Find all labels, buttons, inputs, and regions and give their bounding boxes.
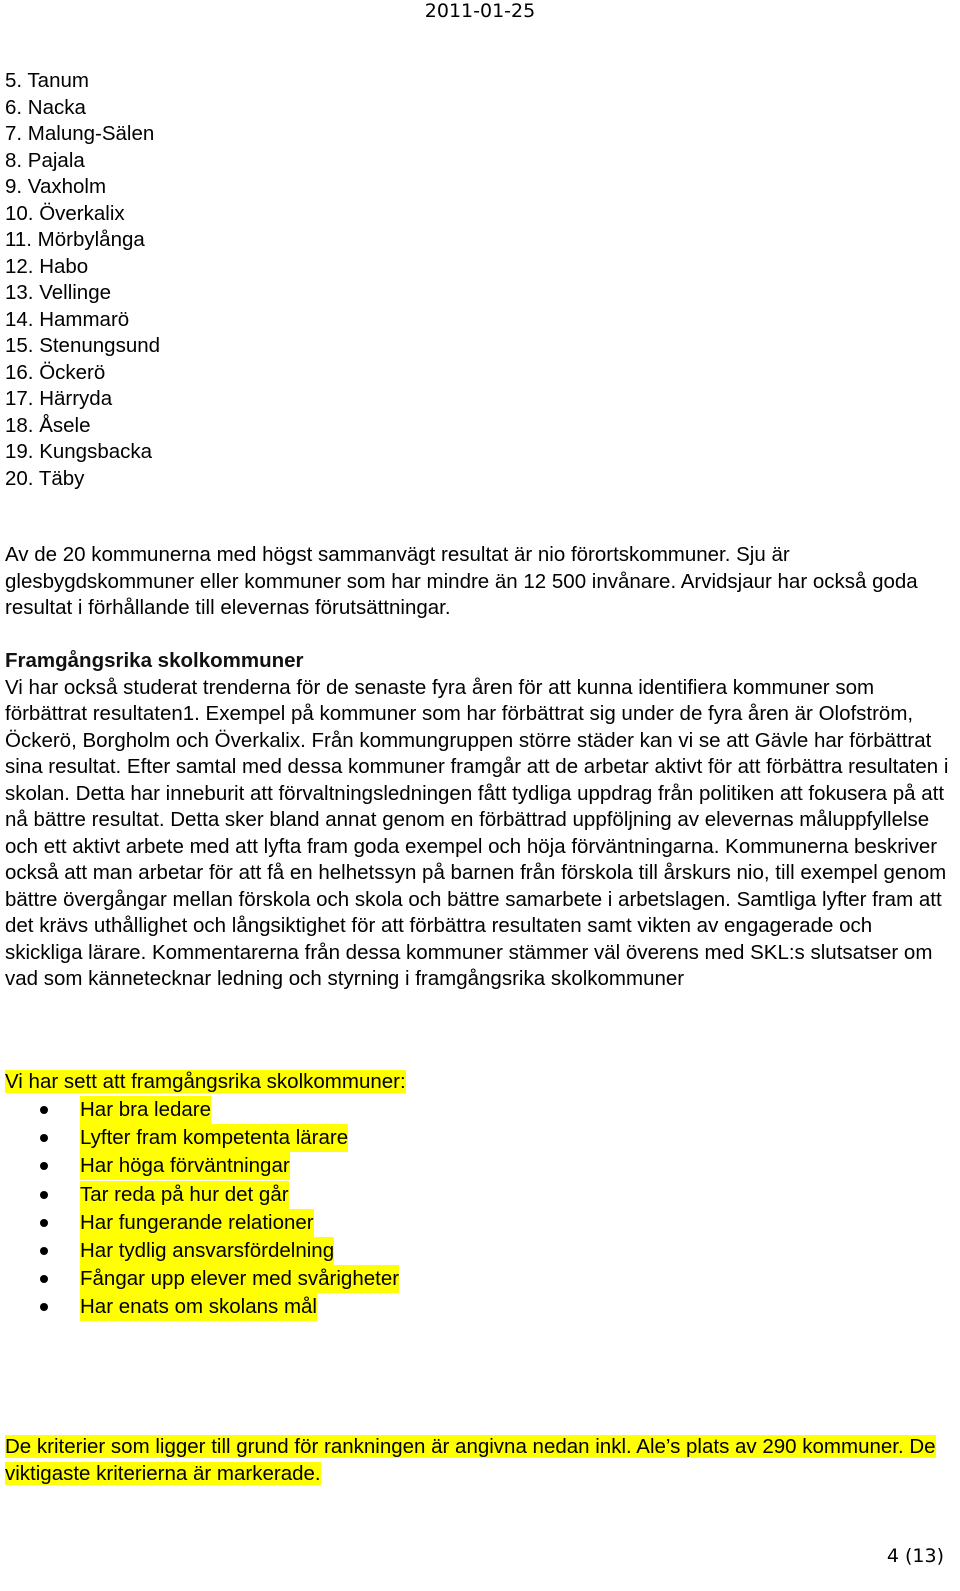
list-item-text: Har bra ledare (80, 1096, 211, 1124)
list-item-text: Har höga förväntningar (80, 1152, 290, 1180)
ranking-item: 13. Vellinge (5, 281, 112, 304)
highlight-intro (5, 1069, 406, 1095)
list-item-text: Tar reda på hur det går (80, 1181, 289, 1209)
ranking-item: 10. Överkalix (5, 201, 125, 225)
list-item-text: Har fungerande relationer (80, 1209, 314, 1237)
summary-paragraph: Av de 20 kommunerna med högst sammanvägt resultat är nio förortskommuner. Sju är glesbygdskommuner eller kommuner som har mindre än 12 500 invånare. Arvidsjaur har också goda resultat i förhållande till elevernas förutsättningar. (5, 543, 918, 619)
ranking-item: 5. Tanum (5, 69, 89, 92)
bullet-icon (40, 1303, 48, 1311)
ranking-item: 11. Mörbylånga (5, 228, 145, 251)
ranking-item: 16. Öckerö (5, 360, 106, 384)
ranking-item: 19. Kungsbacka (5, 440, 153, 463)
list-item-text: Har tydlig ansvarsfördelning (80, 1237, 334, 1265)
ranking-item: 7. Malung-Sälen (5, 122, 155, 145)
ranking-item: 6. Nacka (5, 95, 86, 119)
bullet-icon (40, 1219, 48, 1227)
list-item-text: Lyfter fram kompetenta lärare (80, 1124, 348, 1152)
ranking-item: 17. Härryda (5, 387, 113, 410)
ranking-item: 9. Vaxholm (5, 175, 107, 198)
ranking-list (5, 68, 160, 492)
bullet-icon (40, 1191, 48, 1199)
header-date: 2011-01-25 (424, 0, 536, 22)
ranking-item: 20. Täby (5, 466, 85, 490)
ranking-item: 15. Stenungsund (5, 334, 161, 357)
ranking-item: 14. Hammarö (5, 307, 130, 331)
list-item-text: Har enats om skolans mål (80, 1293, 317, 1321)
ranking-item: 12. Habo (5, 254, 89, 278)
bullet-icon (40, 1247, 48, 1255)
ranking-item: 18. Åsele (5, 413, 91, 437)
bullet-icon (40, 1134, 48, 1142)
bullet-icon (40, 1106, 48, 1114)
section-heading: Framgångsrika skolkommuner (5, 649, 304, 672)
list-item-text: Fångar upp elever med svårigheter (80, 1265, 399, 1293)
page-number: 4 (13) (886, 1545, 944, 1567)
bullet-icon (40, 1162, 48, 1170)
bullet-icon (40, 1275, 48, 1283)
criteria-note-text: De kriterier som ligger till grund för rankningen är angivna nedan inkl. Ale’s plats av 290 kommuner. De viktigaste kriterierna är markerade. (5, 1435, 936, 1485)
criteria-note (5, 1434, 955, 1487)
highlight-intro-text: Vi har sett att framgångsrika skolkommuner: (5, 1070, 406, 1093)
ranking-item: 8. Pajala (5, 148, 85, 172)
success-section (5, 648, 955, 993)
section-body: Vi har också studerat trenderna för de senaste fyra åren för att kunna identifiera kommuner som förbättrat resultaten1. Exempel på kommuner som har förbättrat sig under de fyra åren är Olofström, Öckerö, Borgholm och Överkalix. Från kommungruppen större städer kan vi se att Gävle har förbättrat sina resultat. Efter samtal med dessa kommuner framgår att de arbetar aktivt för att förbättra resultaten i skolan. Detta har inneburit att förvaltningsledningen fått tydliga uppdrag från politiken att fokusera på att nå bättre resultat. Detta sker bland annat genom en förbättrad uppföljning av elevernas måluppfyllelse och ett aktivt arbete med att lyfta fram goda exempel och höja förväntningarna. Kommunerna beskriver också att man arbetar för att få en helhetssyn på barnen från förskola till årskurs nio, till exempel genom bättre övergångar mellan förskola och skola och bättre samarbete i arbetslagen. Samtliga lyfter fram att det krävs uthållighet och långsiktighet för att förbättra resultaten samt vikten av engagerade och skickliga lärare. Kommentarerna från dessa kommuner stämmer väl överens med SKL:s slutsatser om vad som kännetecknar ledning och styrning i framgångsrika skolkommuner (5, 675, 949, 990)
